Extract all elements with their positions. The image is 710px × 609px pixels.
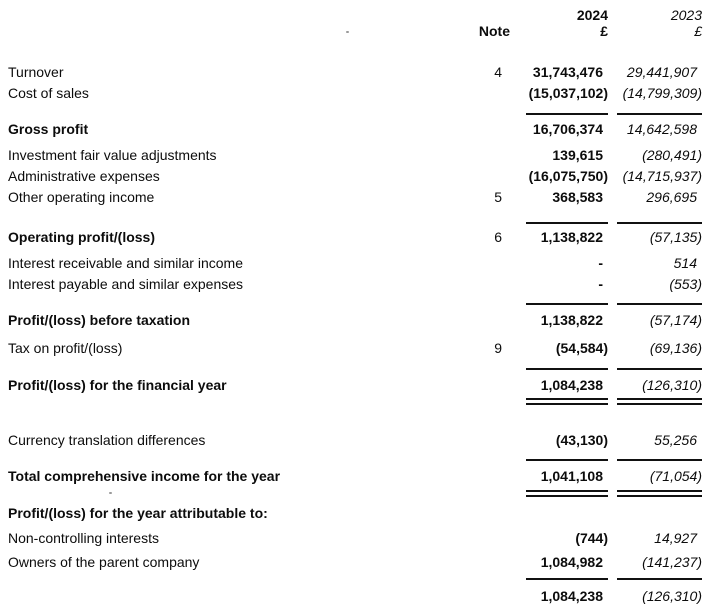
note-ref: 4 [494,64,502,80]
total-rule-2023 [617,368,702,370]
value-2024: (54,584) [555,340,608,356]
row-label: Other operating income [8,189,155,205]
note-ref: 9 [494,340,502,356]
table-row [0,255,710,271]
row-label: Cost of sales [8,85,89,101]
total-rule-2024 [526,368,608,370]
row-label: Interest payable and similar expenses [8,276,244,292]
table-row [0,377,710,393]
total-rule-2024 [526,578,608,580]
value-2023: (57,174) [649,312,702,328]
row-label: Non-controlling interests [8,530,159,546]
total-rule-2024 [526,222,608,224]
scan-speck [346,31,349,33]
total-rule-2024 [526,303,608,305]
currency-symbol-2024: £ [600,23,608,39]
table-row [0,147,710,163]
row-label: Interest receivable and similar income [8,255,243,271]
table-row [0,340,710,356]
grand-total-double-rule-2024 [526,398,608,405]
value-2024: 1,084,238 [540,377,603,393]
value-2024: 31,743,476 [532,64,603,80]
value-2023: 514 [673,255,697,271]
total-rule-2023 [617,113,702,115]
value-2024: 139,615 [552,147,603,163]
row-label: Owners of the parent company [8,554,200,570]
value-2024: (43,130) [555,432,608,448]
grand-total-double-rule-2024 [526,490,608,497]
row-label: Profit/(loss) for the financial year [8,377,227,393]
value-2023: 14,642,598 [626,121,697,137]
currency-symbol-2023: £ [694,23,702,39]
value-2024: - [598,276,603,292]
value-2024: (744) [575,530,608,546]
value-2023: (69,136) [649,340,702,356]
total-rule-2024 [526,459,608,461]
value-2023: 296,695 [646,189,697,205]
total-rule-2023 [617,578,702,580]
value-2024: (15,037,102) [528,85,608,101]
table-row [0,432,710,448]
value-2024: 1,138,822 [540,229,603,245]
row-label: Profit/(loss) before taxation [8,312,191,328]
section-heading: Profit/(loss) for the year attributable to: [8,505,268,521]
header-row-years [0,7,710,23]
value-2023: (14,799,309) [622,85,702,101]
table-row [0,276,710,292]
note-ref: 6 [494,229,502,245]
table-row [0,229,710,245]
value-2024: (16,075,750) [528,168,608,184]
value-2023: 55,256 [654,432,697,448]
value-2024: 1,138,822 [540,312,603,328]
table-row [0,505,710,521]
value-2024: 16,706,374 [532,121,603,137]
value-2024: 368,583 [552,189,603,205]
grand-total-double-rule-2023 [617,490,702,497]
value-2023: (71,054) [649,468,702,484]
value-2023: (14,715,937) [622,168,702,184]
header-row-units [0,23,710,39]
row-label: Gross profit [8,121,89,137]
table-row [0,468,710,484]
row-label: Tax on profit/(loss) [8,340,123,356]
value-2023: 14,927 [654,530,697,546]
table-row [0,168,710,184]
value-2023: (553) [669,276,702,292]
table-row [0,85,710,101]
value-2024: - [598,255,603,271]
value-2023: (141,237) [642,554,702,570]
table-row [0,312,710,328]
row-label: Operating profit/(loss) [8,229,155,245]
table-row [0,588,710,604]
value-2024: 1,084,982 [540,554,603,570]
row-label: Turnover [8,64,64,80]
scan-speck [109,492,112,494]
value-2024: 1,084,238 [540,588,603,604]
row-label: Administrative expenses [8,168,160,184]
table-row [0,121,710,137]
table-row [0,189,710,205]
table-row [0,530,710,546]
row-label: Currency translation differences [8,432,206,448]
total-rule-2023 [617,303,702,305]
value-2023: (126,310) [642,588,702,604]
total-rule-2023 [617,459,702,461]
value-2023: 29,441,907 [626,64,697,80]
note-ref: 5 [494,189,502,205]
column-header-2023: 2023 [670,7,702,23]
column-header-2024: 2024 [576,7,608,23]
column-header-note: Note [478,23,510,39]
total-rule-2023 [617,222,702,224]
value-2024: 1,041,108 [540,468,603,484]
row-label: Investment fair value adjustments [8,147,217,163]
value-2023: (126,310) [642,377,702,393]
value-2023: (57,135) [649,229,702,245]
row-label: Total comprehensive income for the year [8,468,281,484]
grand-total-double-rule-2023 [617,398,702,405]
table-row [0,554,710,570]
total-rule-2024 [526,113,608,115]
value-2023: (280,491) [642,147,702,163]
table-row [0,64,710,80]
